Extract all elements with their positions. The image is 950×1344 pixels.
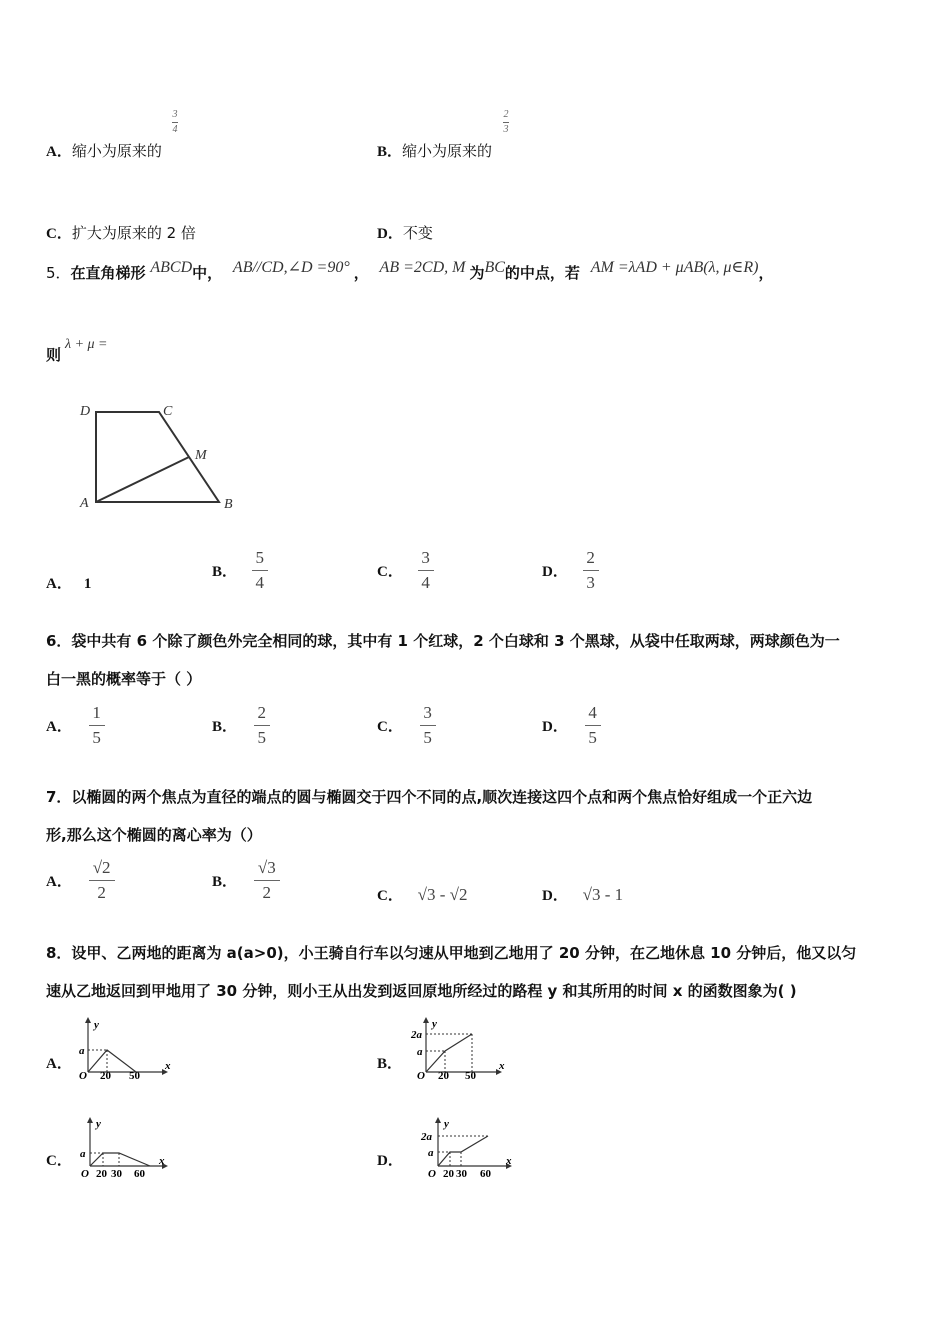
vertex-b: B [224,497,233,512]
trapezoid-figure [70,395,250,520]
numerator: 3 [423,703,432,722]
fraction [583,548,599,593]
x-tick: 20 [443,1168,454,1180]
math-bc: BC [484,259,505,276]
x-tick: 60 [134,1168,145,1180]
point-m: M [195,448,207,463]
option-label: B． [212,719,238,735]
numerator: 4 [588,703,597,722]
graph-line [90,1153,150,1166]
q5-option-c[interactable] [377,548,434,593]
x-tick: 30 [111,1168,122,1180]
fraction [418,548,434,593]
stem-text: 中， [192,264,223,282]
fraction [254,858,280,903]
numerator: 3 [421,548,430,567]
denominator: 3 [586,573,595,592]
q7-line2: 形,那么这个椭圆的离心率为（） [46,826,262,844]
x-tick: 20 [96,1168,107,1180]
q4-a-fraction: 3 4 [172,109,178,135]
y-tick: a [80,1148,86,1160]
x-tick: 50 [129,1070,140,1080]
math-ab2cd: AB =2CD, M [379,259,466,276]
fraction [89,703,105,748]
option-text: 缩小为原来的 [71,142,162,160]
option-label: C． [377,719,403,735]
question-number: 5． [46,264,71,282]
x-label: x [159,1155,165,1167]
denominator: 5 [423,728,432,747]
y-tick: a [428,1147,434,1159]
q6-option-d[interactable] [542,703,601,748]
y-label: y [94,1019,99,1031]
y-tick: 2a [411,1029,422,1041]
numerator: 1 [92,703,101,722]
x-label: x [165,1060,171,1072]
denominator: 5 [588,728,597,747]
option-label: D． [377,226,403,242]
denominator: 2 [262,883,272,902]
option-text: 不变 [402,224,433,242]
x-label: x [499,1060,505,1072]
q8-line1: 8．设甲、乙两地的距离为 a(a>0)，小王骑自行车以匀速从甲地到乙地用了 20 分钟，在乙地休息 10 分钟后，他又以匀 [46,944,857,962]
origin: O [81,1168,89,1180]
stem-text: 为 [469,264,485,282]
q8-option-a-label[interactable]: A． [46,1056,72,1072]
y-arrow [423,1017,429,1023]
option-label: B． [212,874,238,890]
q7-option-c[interactable] [377,884,467,905]
y-arrow [87,1117,93,1123]
fraction [252,548,268,593]
option-expression: √3 - √2 [417,885,468,904]
q5-option-a[interactable] [46,572,91,593]
q8-option-c-label[interactable]: C． [46,1153,72,1169]
q7-option-d[interactable] [542,884,623,905]
stem-text: ， [353,264,369,282]
math-abcd: ABCD [150,259,193,276]
option-expression: √3 - 1 [582,885,624,904]
denominator: 4 [255,573,265,592]
q8-option-d-label[interactable]: D． [377,1153,403,1169]
y-label: y [96,1118,101,1130]
graph-line [426,1034,472,1072]
q5-option-d[interactable] [542,548,599,593]
option-text: 缩小为原来的 [402,142,493,160]
option-value: 1 [83,576,92,592]
option-label: D． [542,888,568,904]
x-tick: 60 [480,1168,491,1180]
math-parallel: AB//CD,∠D =90° [232,259,350,276]
q8-graph-c[interactable] [76,1115,176,1180]
q6-line1: 6．袋中共有 6 个除了颜色外完全相同的球，其中有 1 个红球，2 个白球和 3 个黑球，从袋中任取两球，两球颜色为一 [46,632,840,650]
fraction [585,703,601,748]
math-vector: AM =λAD + μAB(λ, μ∈R) [590,259,759,276]
q8-line2: 速从乙地返回到甲地用了 30 分钟，则小王从出发到返回原地所经过的路程 y 和其所用的时间 x 的函数图象为( ) [46,982,797,1000]
fraction [89,858,115,903]
q8-graph-d[interactable] [418,1115,518,1180]
fraction [420,703,436,748]
denominator: 2 [97,883,106,902]
x-label: x [506,1155,512,1167]
math-sum: λ + μ = [65,337,108,352]
vertex-a: A [80,496,89,511]
q6-option-b[interactable] [212,703,270,748]
q7-option-b[interactable] [212,858,280,903]
x-tick: 30 [456,1168,467,1180]
q8-graph-a[interactable] [76,1015,171,1080]
vertex-c: C [163,404,173,419]
numerator: √2 [92,858,111,877]
vertex-d: D [80,404,91,419]
q7-line1: 7．以椭圆的两个焦点为直径的端点的圆与椭圆交于四个不同的点,顺次连接这四个点和两个焦点恰好组成一个正六边 [46,788,813,806]
q6-option-a[interactable] [46,703,105,748]
option-label: A． [46,576,72,592]
option-label: A． [46,719,72,735]
y-arrow [85,1017,91,1023]
numerator: 5 [255,548,265,567]
option-label: D． [542,719,568,735]
y-tick: a [417,1046,423,1058]
q4-option-a[interactable] [46,140,162,161]
q5-then [46,337,108,365]
option-label: D． [542,564,568,580]
denominator: 5 [92,728,101,747]
x-tick: 20 [438,1070,449,1080]
q5-stem [46,259,774,283]
q6-option-c[interactable] [377,703,436,748]
stem-text: ， [758,264,774,282]
y-tick: a [79,1045,85,1057]
x-tick: 20 [100,1070,111,1080]
q7-option-a[interactable] [46,858,115,903]
x-tick: 50 [465,1070,476,1080]
y-arrow [435,1117,441,1123]
q4-option-d[interactable] [377,222,433,243]
q4-b-fraction: 2 3 [503,109,509,135]
q8-option-b-label[interactable]: B． [377,1056,403,1072]
option-label: C． [377,564,403,580]
fraction [254,703,270,748]
option-label: B． [377,144,403,160]
y-label: y [432,1018,437,1030]
graph-line [88,1050,136,1072]
option-label: C． [46,226,72,242]
option-text: 扩大为原来的 2 倍 [71,224,196,242]
origin: O [417,1070,425,1080]
option-label: B． [212,564,238,580]
q4-option-b[interactable] [377,140,492,161]
numerator: √3 [257,858,276,877]
option-label: A． [46,144,72,160]
origin: O [428,1168,436,1180]
denominator: 4 [421,573,430,592]
q4-option-c[interactable] [46,222,196,243]
y-label: y [444,1118,449,1130]
denominator: 5 [257,728,267,747]
origin: O [79,1070,87,1080]
q8-graph-b[interactable] [408,1015,508,1080]
stem-text: 的中点，若 [504,264,580,282]
option-label: C． [377,888,403,904]
y-tick: 2a [421,1131,432,1143]
numerator: 2 [257,703,267,722]
q5-option-b[interactable] [212,548,268,593]
stem-text: 在直角梯形 [70,264,146,282]
q6-line2: 白一黑的概率等于（ ） [46,670,202,688]
graph-line [438,1136,488,1166]
stem-text: 则 [46,346,62,364]
segment-am [96,457,189,502]
option-label: A． [46,874,72,890]
numerator: 2 [586,548,595,567]
